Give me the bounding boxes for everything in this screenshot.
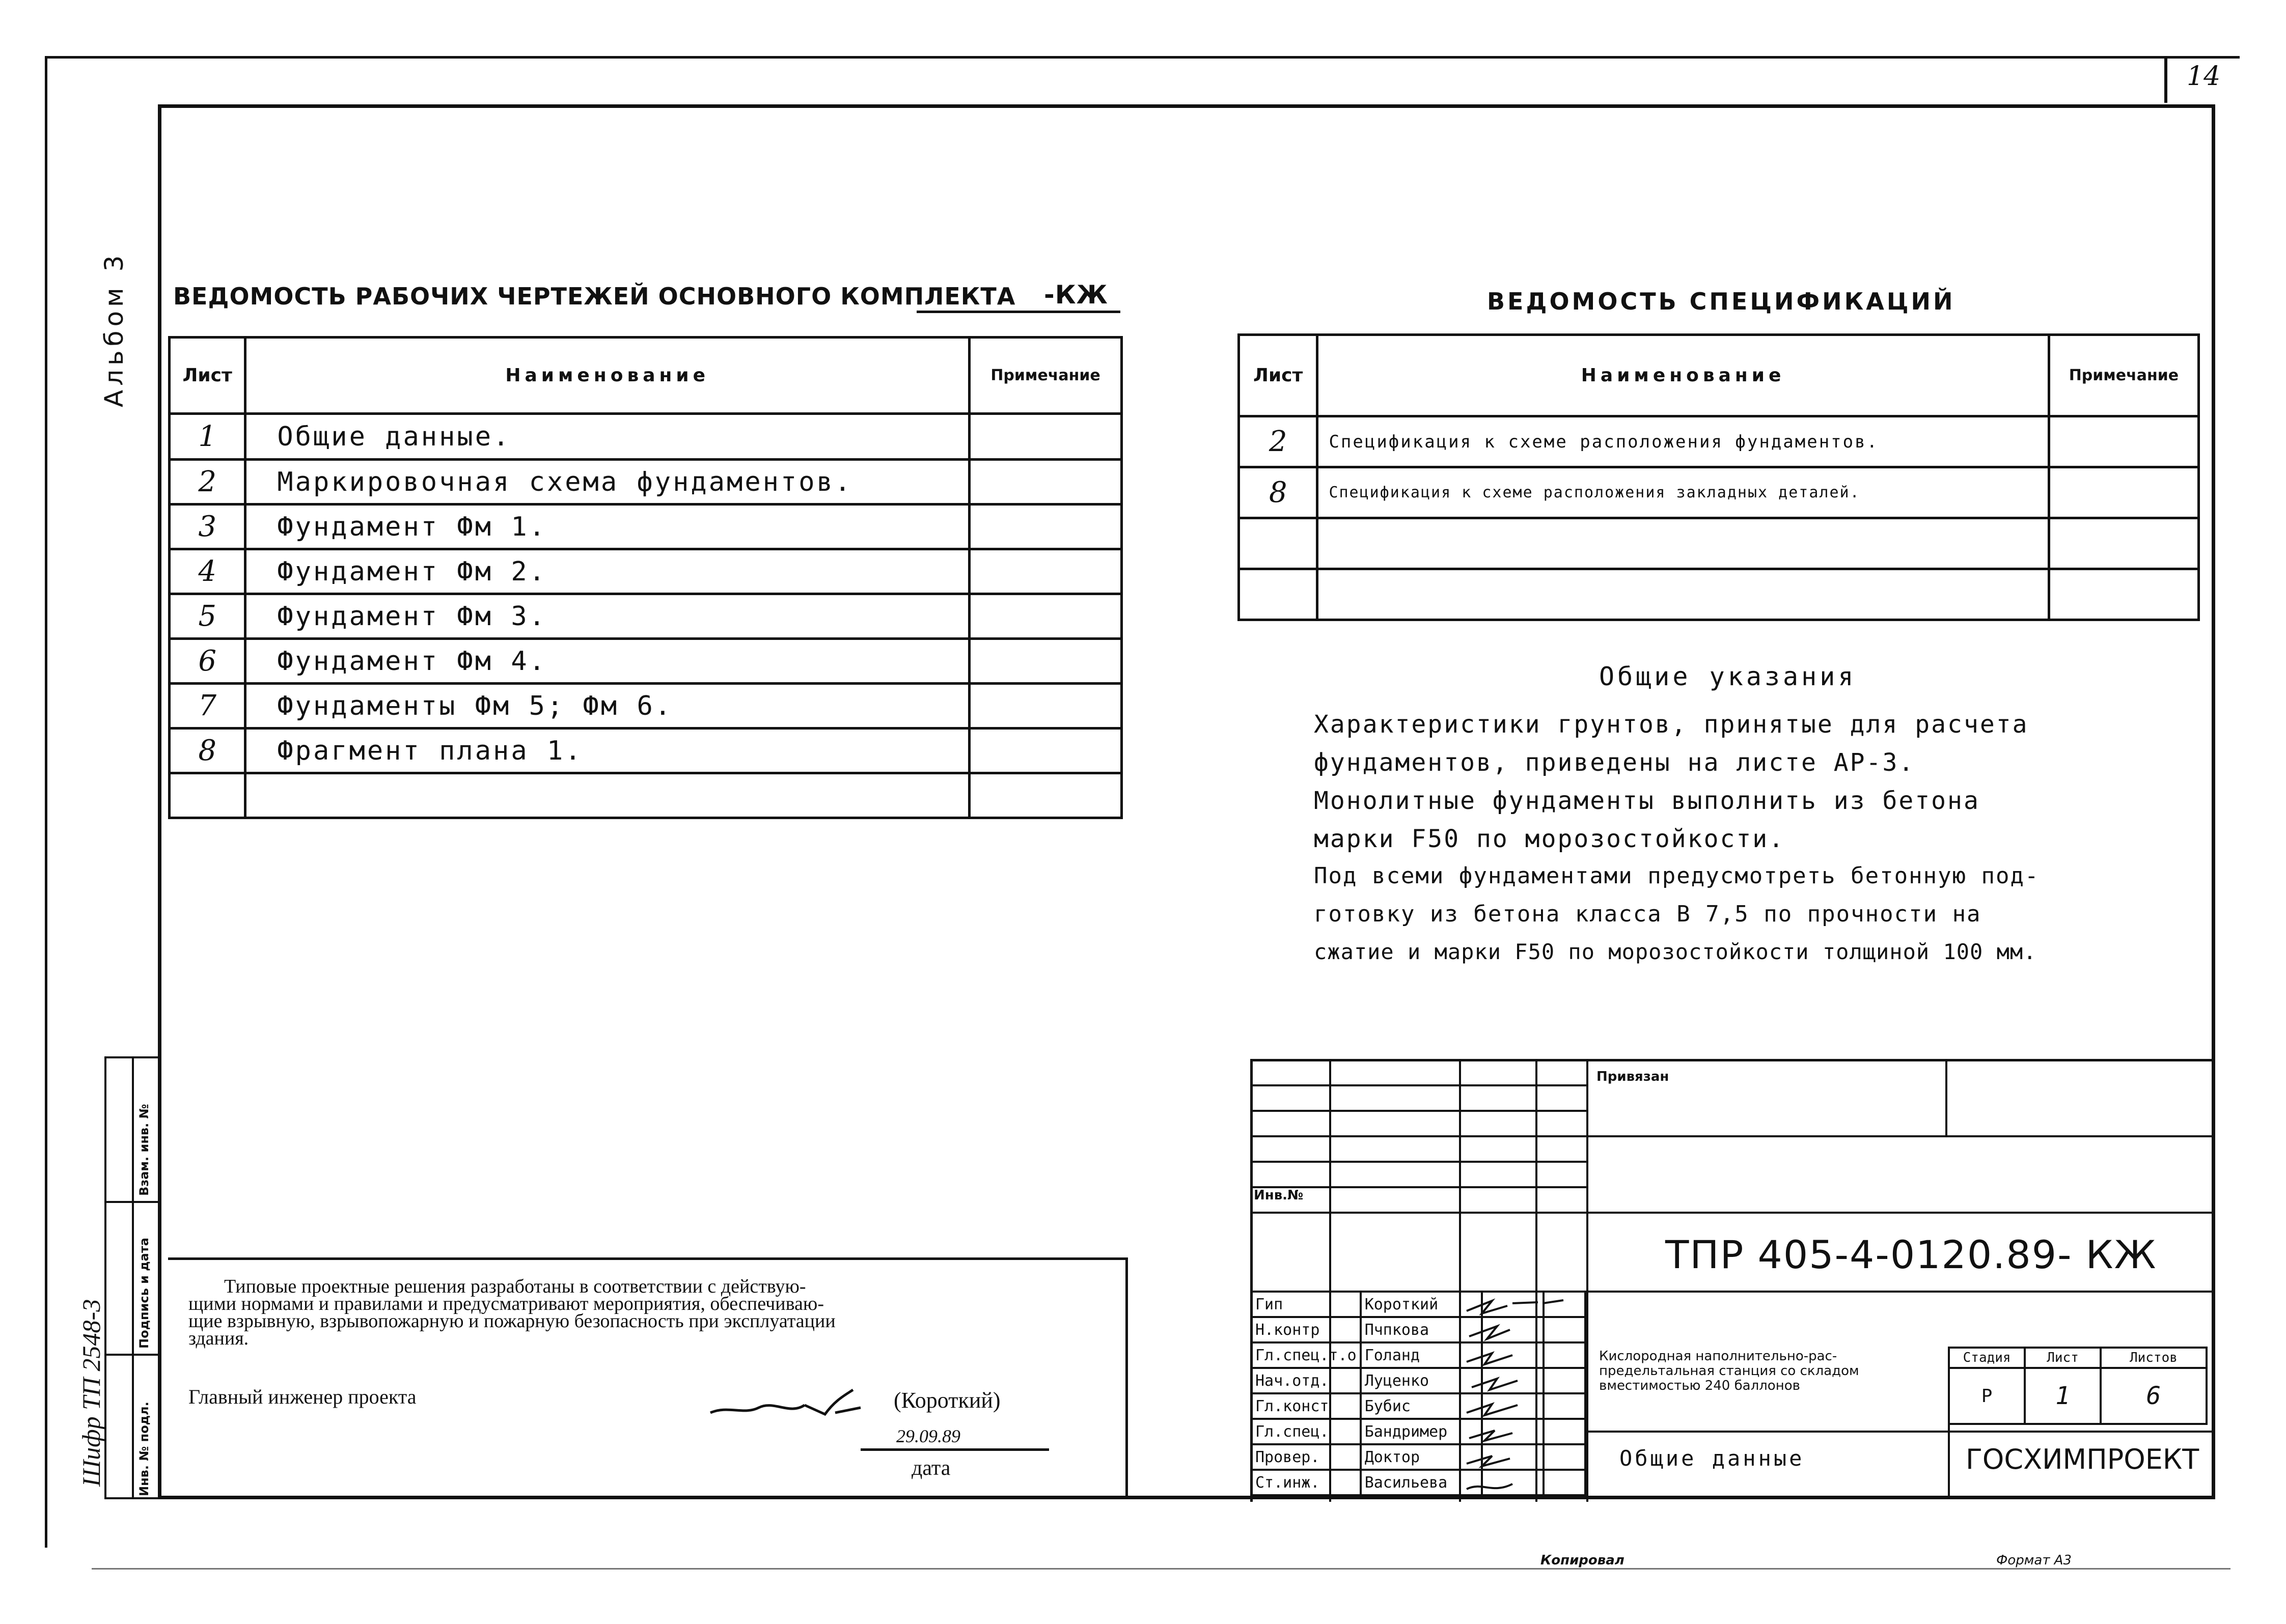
- sheet-label: Лист: [2025, 1348, 2101, 1368]
- album-label: Альбом 3: [99, 251, 129, 407]
- notes-line: готовку из бетона класса В 7,5 по прочности на: [1314, 901, 1981, 927]
- table-row-empty: [170, 773, 1122, 818]
- header-note: Примечание: [2049, 335, 2198, 416]
- staff-row: Гл.спец. Бандример: [1251, 1419, 1585, 1444]
- table-row: [170, 505, 1122, 549]
- table-row: [170, 594, 1122, 639]
- header-note: Примечание: [970, 338, 1122, 414]
- row-sheet: 7: [170, 684, 245, 729]
- row-name: Фундамент Фм 4.: [245, 639, 970, 684]
- side-col-replaced: Взам. инв. №: [137, 1104, 151, 1196]
- side-code: Шифр ТП 2548-3: [77, 1299, 105, 1487]
- table-row: [170, 460, 1122, 505]
- spec-list-title: ВЕДОМОСТЬ СПЕЦИФИКАЦИЙ: [1487, 288, 1956, 315]
- header-sheet: Лист: [170, 338, 245, 414]
- table-row: [170, 639, 1122, 684]
- general-notes-title: Общие указания: [1599, 662, 1857, 691]
- notes-line: Характеристики грунтов, принятые для расчета: [1314, 710, 2029, 739]
- row-name: Фундаменты Фм 5; Фм 6.: [245, 684, 970, 729]
- row-note: [970, 414, 1122, 460]
- notes-line: сжатие и марки F50 по морозостойкости толщиной 100 мм.: [1314, 939, 2037, 964]
- row-sheet: 6: [170, 639, 245, 684]
- row-note: [970, 639, 1122, 684]
- staff-row: Гл.спец.т.о Голанд: [1251, 1342, 1585, 1368]
- drawings-table: [168, 336, 1123, 819]
- compliance-text: Типовые проектные решения разработаны в соответствии с действую- щими нормами и правилами и предусматривают мероприятия, обеспечиваю- щие взрывную, взрывопожарную и пожарную безопасность при эксплуатации здания.: [188, 1276, 836, 1349]
- row-name: Фундамент Фм 3.: [245, 594, 970, 639]
- table-row: [1239, 416, 2199, 467]
- header-name: Наименование: [245, 338, 970, 414]
- sheets-value: 6: [2101, 1368, 2207, 1424]
- spec-table: [1237, 333, 2200, 621]
- date-label: дата: [912, 1457, 951, 1480]
- header-name: Наименование: [1317, 335, 2049, 416]
- row-sheet: 4: [170, 549, 245, 594]
- side-col-inv: Инв. № подл.: [137, 1402, 151, 1496]
- chief-engineer-label: Главный инженер проекта: [188, 1385, 417, 1408]
- row-name: Фрагмент плана 1.: [245, 729, 970, 773]
- row-note: [2049, 416, 2198, 467]
- table-row: [170, 549, 1122, 594]
- chief-engineer-name: (Короткий): [894, 1388, 1001, 1413]
- stage-table: [1948, 1347, 2208, 1425]
- row-name: Общие данные.: [245, 414, 970, 460]
- footer-format: Формат А3: [1996, 1553, 2072, 1568]
- notes-line: фундаментов, приведены на листе АР-3.: [1314, 748, 1915, 777]
- table-row: [1239, 467, 2199, 518]
- side-col-signature: Подпись и дата: [137, 1238, 151, 1349]
- row-note: [2049, 467, 2198, 518]
- row-sheet: 5: [170, 594, 245, 639]
- notes-line: марки F50 по морозостойкости.: [1314, 825, 1785, 853]
- drawings-list-suffix: -КЖ: [1044, 280, 1108, 310]
- table-row: [170, 414, 1122, 460]
- organization: ГОСХИМПРОЕКТ: [1966, 1443, 2199, 1475]
- row-note: [970, 505, 1122, 549]
- row-sheet: 8: [170, 729, 245, 773]
- row-name: Спецификация к схеме расположения фундаментов.: [1317, 416, 2049, 467]
- staff-row: Ст.инж. Васильева: [1251, 1470, 1585, 1495]
- sheet-value: 1: [2025, 1368, 2101, 1424]
- staff-row: Нач.отд. Луценко: [1251, 1368, 1585, 1393]
- header-sheet: Лист: [1239, 335, 1317, 416]
- row-sheet: 1: [170, 414, 245, 460]
- table-row: [170, 729, 1122, 773]
- staff-row: Гл.конст Бубис: [1251, 1393, 1585, 1419]
- row-sheet: 2: [1239, 416, 1317, 467]
- row-note: [970, 729, 1122, 773]
- row-name: Спецификация к схеме расположения закладных деталей.: [1317, 467, 2049, 518]
- notes-line: Монолитные фундаменты выполнить из бетона: [1314, 787, 1980, 815]
- sheet-number: 14: [2164, 56, 2225, 103]
- side-columns: [104, 1056, 160, 1499]
- row-name: Маркировочная схема фундаментов.: [245, 460, 970, 505]
- row-sheet: 3: [170, 505, 245, 549]
- table-row-empty: [1239, 518, 2199, 569]
- staff-row: Провер. Доктор: [1251, 1444, 1585, 1470]
- table-row-empty: [1239, 569, 2199, 620]
- stage-label: Стадия: [1949, 1348, 2025, 1368]
- staff-row: Н.контр Пчпкова: [1251, 1317, 1585, 1342]
- staff-signatures: [1462, 1293, 1579, 1497]
- row-note: [970, 460, 1122, 505]
- sheets-label: Листов: [2101, 1348, 2207, 1368]
- table-row: [170, 684, 1122, 729]
- row-note: [970, 549, 1122, 594]
- signed-date: 29.09.89: [896, 1426, 960, 1446]
- footer-copied: Копировал: [1540, 1553, 1624, 1568]
- document-code: ТПР 405-4-0120.89- КЖ: [1665, 1232, 2157, 1277]
- row-sheet: 8: [1239, 467, 1317, 518]
- drawing-name: Общие данные: [1619, 1446, 1805, 1471]
- row-note: [970, 684, 1122, 729]
- row-sheet: 2: [170, 460, 245, 505]
- row-name: Фундамент Фм 1.: [245, 505, 970, 549]
- notes-line: Под всеми фундаментами предусмотреть бетонную под-: [1314, 863, 2040, 889]
- inv-label: Инв.№: [1254, 1188, 1304, 1203]
- row-name: Фундамент Фм 2.: [245, 549, 970, 594]
- drawings-list-title: ВЕДОМОСТЬ РАБОЧИХ ЧЕРТЕЖЕЙ ОСНОВНОГО КОМПЛЕКТА: [173, 283, 1016, 310]
- project-title: Кислородная наполнительно-рас-предельтальная станция со складом вместимостью 240 баллонов: [1599, 1349, 1859, 1393]
- attached-label: Привязан: [1596, 1069, 1669, 1084]
- staff-row: Гип Короткий: [1251, 1292, 1585, 1317]
- chief-engineer-signature: [708, 1385, 871, 1431]
- stage-value: Р: [1949, 1368, 2025, 1424]
- row-note: [970, 594, 1122, 639]
